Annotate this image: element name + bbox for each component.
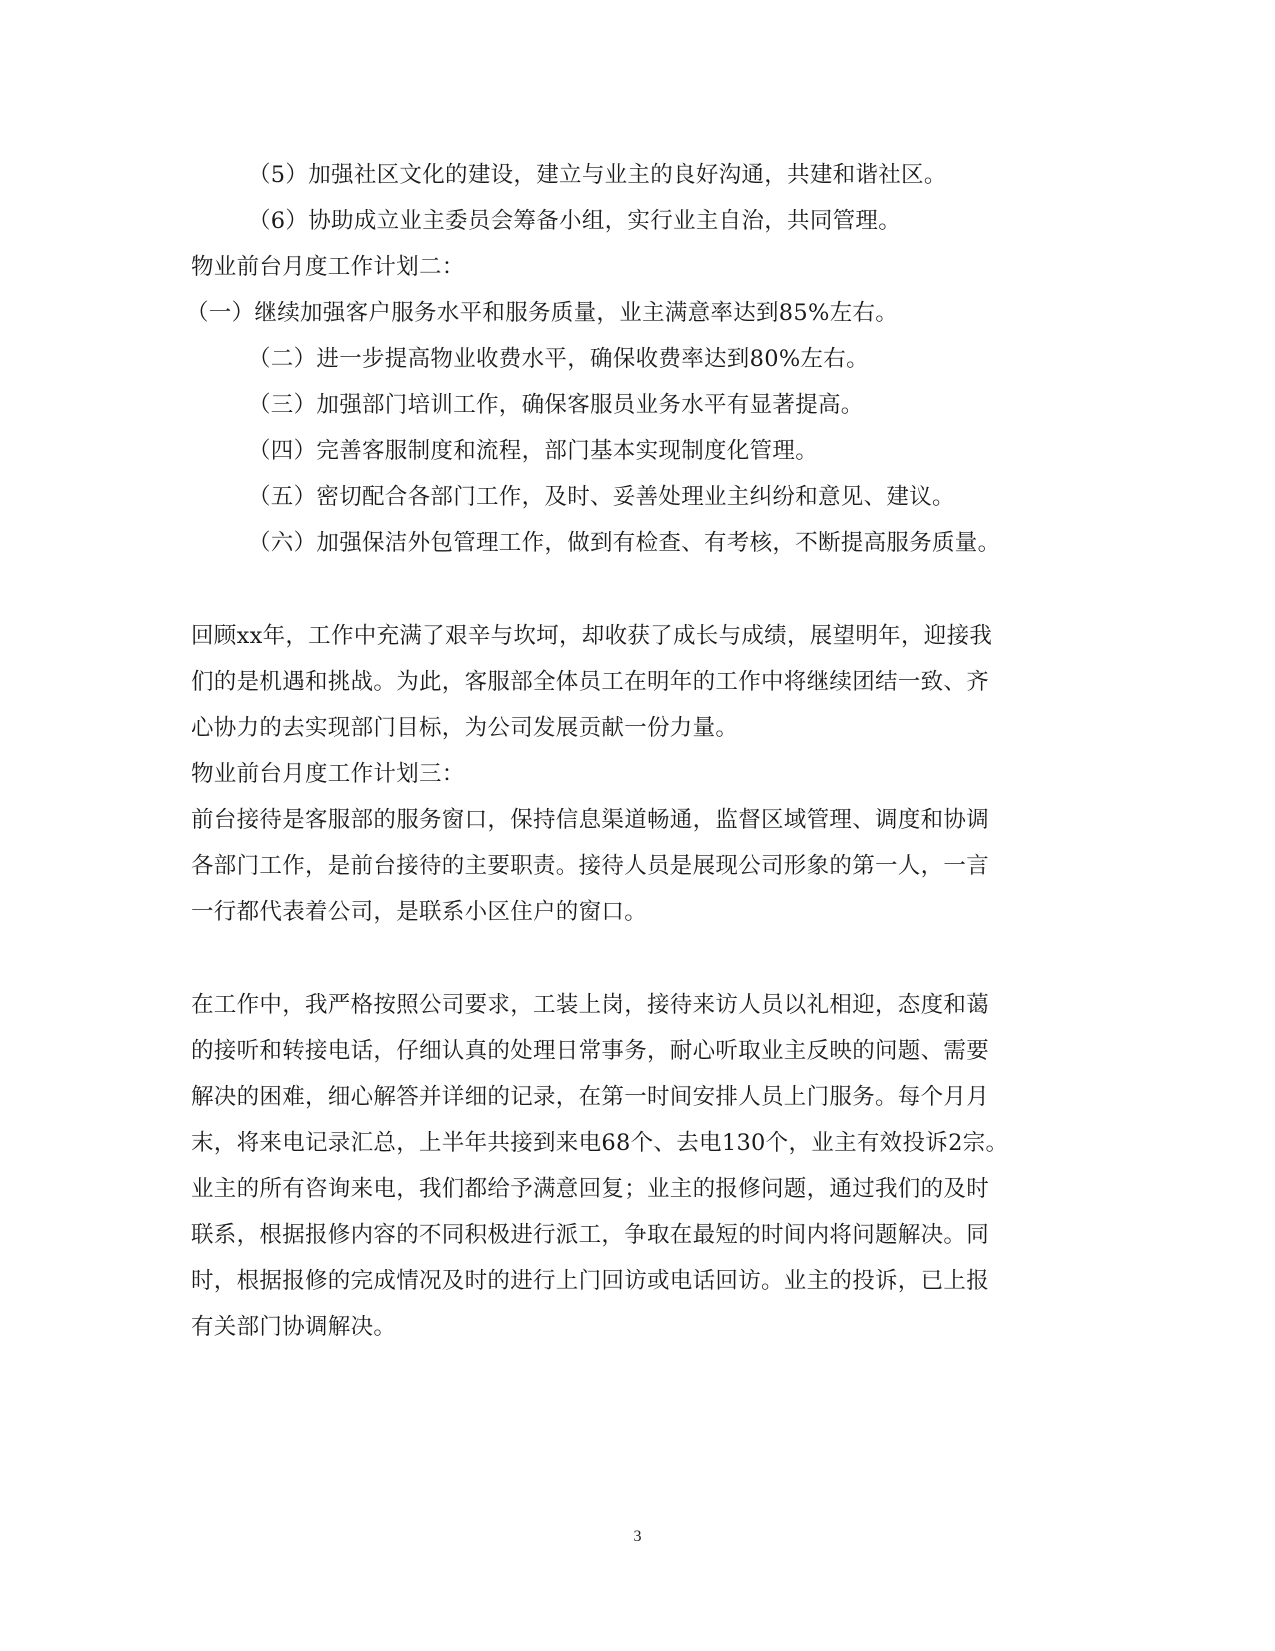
plan-2-item-5: （五）密切配合各部门工作，及时、妥善处理业主纠纷和意见、建议。 <box>248 484 955 510</box>
work-paragraph-line: 的接听和转接电话，仔细认真的处理日常事务，耐心听取业主反映的问题、需要 <box>191 1038 990 1064</box>
work-paragraph-line: 末，将来电记录汇总，上半年共接到来电68个、去电130个，业主有效投诉2宗。 <box>191 1130 1009 1156</box>
review-paragraph-line: 心协力的去实现部门目标，为公司发展贡献一份力量。 <box>191 715 739 741</box>
list-item-6: （6）协助成立业主委员会筹备小组，实行业主自治，共同管理。 <box>248 208 902 234</box>
work-paragraph-line: 时，根据报修的完成情况及时的进行上门回访或电话回访。业主的投诉，已上报 <box>191 1268 990 1294</box>
list-item-5: （5）加强社区文化的建设，建立与业主的良好沟通，共建和谐社区。 <box>248 162 947 188</box>
plan-2-item-2: （二）进一步提高物业收费水平，确保收费率达到80%左右。 <box>248 346 869 372</box>
plan-2-item-1: （一）继续加强客户服务水平和服务质量，业主满意率达到85%左右。 <box>186 300 899 326</box>
review-paragraph-line: 们的是机遇和挑战。为此，客服部全体员工在明年的工作中将继续团结一致、齐 <box>191 669 990 695</box>
reception-paragraph-line: 前台接待是客服部的服务窗口，保持信息渠道畅通，监督区域管理、调度和协调 <box>191 807 990 833</box>
plan-2-item-6: （六）加强保洁外包管理工作，做到有检查、有考核，不断提高服务质量。 <box>248 530 1001 556</box>
work-paragraph-line: 联系，根据报修内容的不同积极进行派工，争取在最短的时间内将问题解决。同 <box>191 1222 990 1248</box>
reception-paragraph-line: 各部门工作，是前台接待的主要职责。接待人员是展现公司形象的第一人，一言 <box>191 853 990 879</box>
plan-2-item-4: （四）完善客服制度和流程，部门基本实现制度化管理。 <box>248 438 819 464</box>
reception-paragraph-line: 一行都代表着公司，是联系小区住户的窗口。 <box>191 899 648 925</box>
work-paragraph-line: 业主的所有咨询来电，我们都给予满意回复；业主的报修问题，通过我们的及时 <box>191 1176 990 1202</box>
section-heading-plan-3: 物业前台月度工作计划三： <box>191 761 465 787</box>
section-heading-plan-2: 物业前台月度工作计划二： <box>191 254 465 280</box>
work-paragraph-line: 有关部门协调解决。 <box>191 1314 397 1340</box>
plan-2-item-3: （三）加强部门培训工作，确保客服员业务水平有显著提高。 <box>248 392 864 418</box>
review-paragraph-line: 回顾xx年，工作中充满了艰辛与坎坷，却收获了成长与成绩，展望明年，迎接我 <box>191 623 993 649</box>
work-paragraph-line: 在工作中，我严格按照公司要求，工装上岗，接待来访人员以礼相迎，态度和蔼 <box>191 992 990 1018</box>
work-paragraph-line: 解决的困难，细心解答并详细的记录，在第一时间安排人员上门服务。每个月月 <box>191 1084 990 1110</box>
page-number: 3 <box>633 1528 642 1545</box>
